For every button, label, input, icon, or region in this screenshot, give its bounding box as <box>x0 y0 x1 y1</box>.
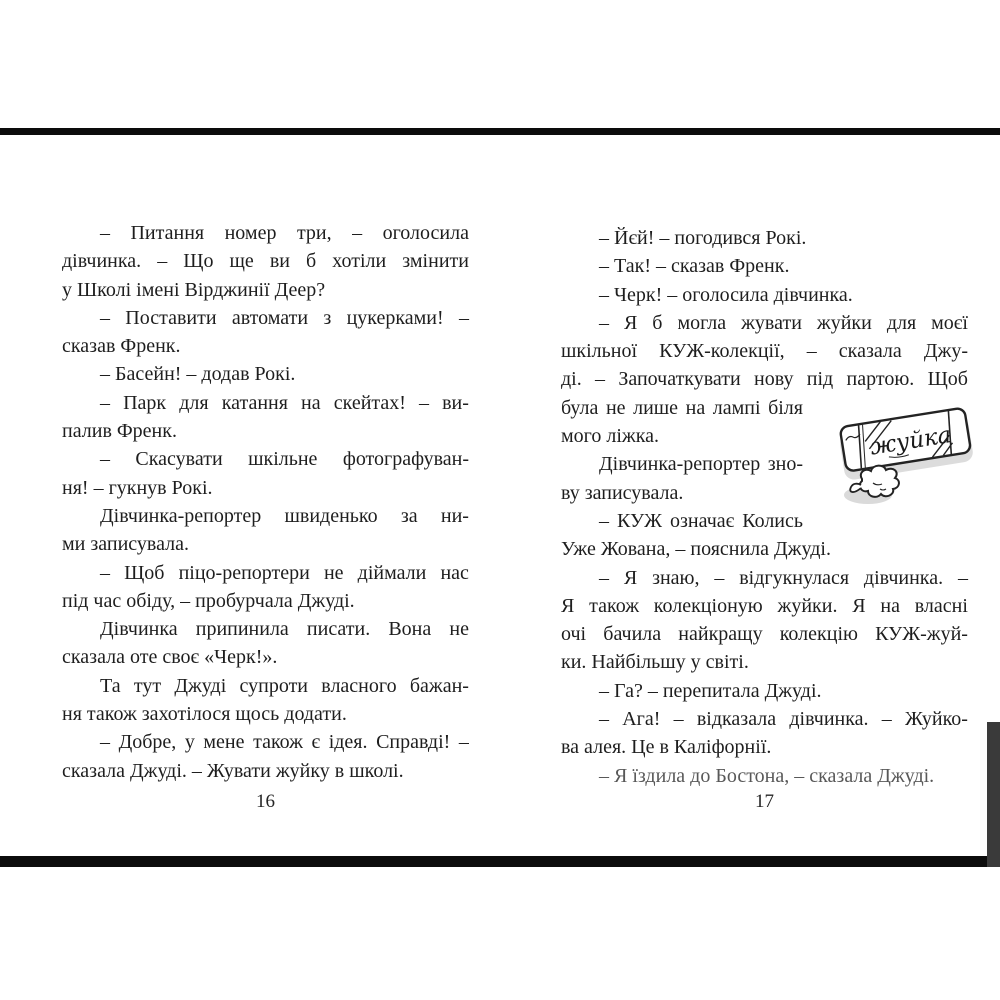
text-line: ва алея. Це в Каліфорнії. <box>561 736 772 759</box>
text-line: Уже Жована, – пояснила Джуді. <box>561 538 831 561</box>
text-line: сказала Джуді. – Жувати жуйку в школі. <box>62 759 404 782</box>
text-line: – Ага! – відказала дівчинка. – Жуйко- <box>599 708 968 731</box>
text-line: – Поставити автомати з цукерками! – <box>100 306 469 329</box>
gum-packet-label: жуйка <box>868 422 954 461</box>
text-line: ня! – гукнув Рокі. <box>62 476 213 499</box>
book-bottom-edge <box>0 856 1000 867</box>
text-line: – Га? – перепитала Джуді. <box>599 679 822 702</box>
page-left-text <box>62 219 469 785</box>
text-line: Я також колекціоную жуйки. Я на власні <box>561 594 968 617</box>
text-line: у Школі імені Вірджинії Деер? <box>62 278 326 301</box>
text-line: ки. Найбільшу у світі. <box>561 651 749 674</box>
text-line: – Парк для катання на скейтах! – ви- <box>100 391 469 414</box>
text-line: – Скасувати шкільне фотографуван- <box>100 448 469 471</box>
text-line: шкільної КУЖ-колекції, – сказала Джу- <box>561 340 968 363</box>
text-line: – Я їздила до Бостона, – сказала Джуді. <box>599 764 935 787</box>
gum-illustration <box>828 391 984 513</box>
text-line: ді. – Започаткувати нову під партою. Щоб <box>561 368 968 391</box>
text-line: сказав Френк. <box>62 335 181 358</box>
page-left-number: 16 <box>256 791 275 812</box>
text-line: – Басейн! – додав Рокі. <box>100 363 296 386</box>
text-line: ня також захотілося щось додати. <box>62 703 347 726</box>
text-line: – Щоб піцо-репортери не діймали нас <box>100 561 469 584</box>
book-top-edge <box>0 128 1000 135</box>
text-line: палив Френк. <box>62 420 177 443</box>
text-line: дівчинка. – Що ще ви б хотіли змінити <box>62 250 469 273</box>
text-line: ми записувала. <box>62 533 189 556</box>
text-line: Та тут Джуді супроти власного бажан- <box>100 674 469 697</box>
text-line: Дівчинка-репортер швиденько за ни- <box>100 504 469 527</box>
text-line: – Так! – сказав Френк. <box>599 255 790 278</box>
text-line: Дівчинка-репортер зно- <box>599 453 803 476</box>
text-line: – КУЖ означає Колись <box>599 509 803 532</box>
text-line: Дівчинка припинила писати. Вона не <box>100 618 469 641</box>
text-line: мого ліжка. <box>561 425 660 448</box>
text-line: – Черк! – оголосила дівчинка. <box>599 283 853 306</box>
page-right-number: 17 <box>755 791 774 812</box>
book-right-edge <box>987 722 1000 867</box>
text-line: під час обіду, – пробурчала Джуді. <box>62 589 355 612</box>
text-line: очі бачила найкращу колекцію КУЖ-жуй- <box>561 623 968 646</box>
text-line: – Я б могла жувати жуйки для моєї <box>599 311 968 334</box>
text-line: була не лише на лампі біля <box>561 396 803 419</box>
text-line: – Я знаю, – відгукнулася дівчинка. – <box>599 566 968 589</box>
text-line: сказала оте своє «Черк!». <box>62 646 278 669</box>
text-line: – Питання номер три, – оголосила <box>100 222 469 244</box>
text-line: – Йєй! – погодився Рокі. <box>599 227 807 249</box>
text-line: ву записувала. <box>561 481 684 504</box>
text-line: – Добре, у мене також є ідея. Справді! – <box>100 731 469 754</box>
